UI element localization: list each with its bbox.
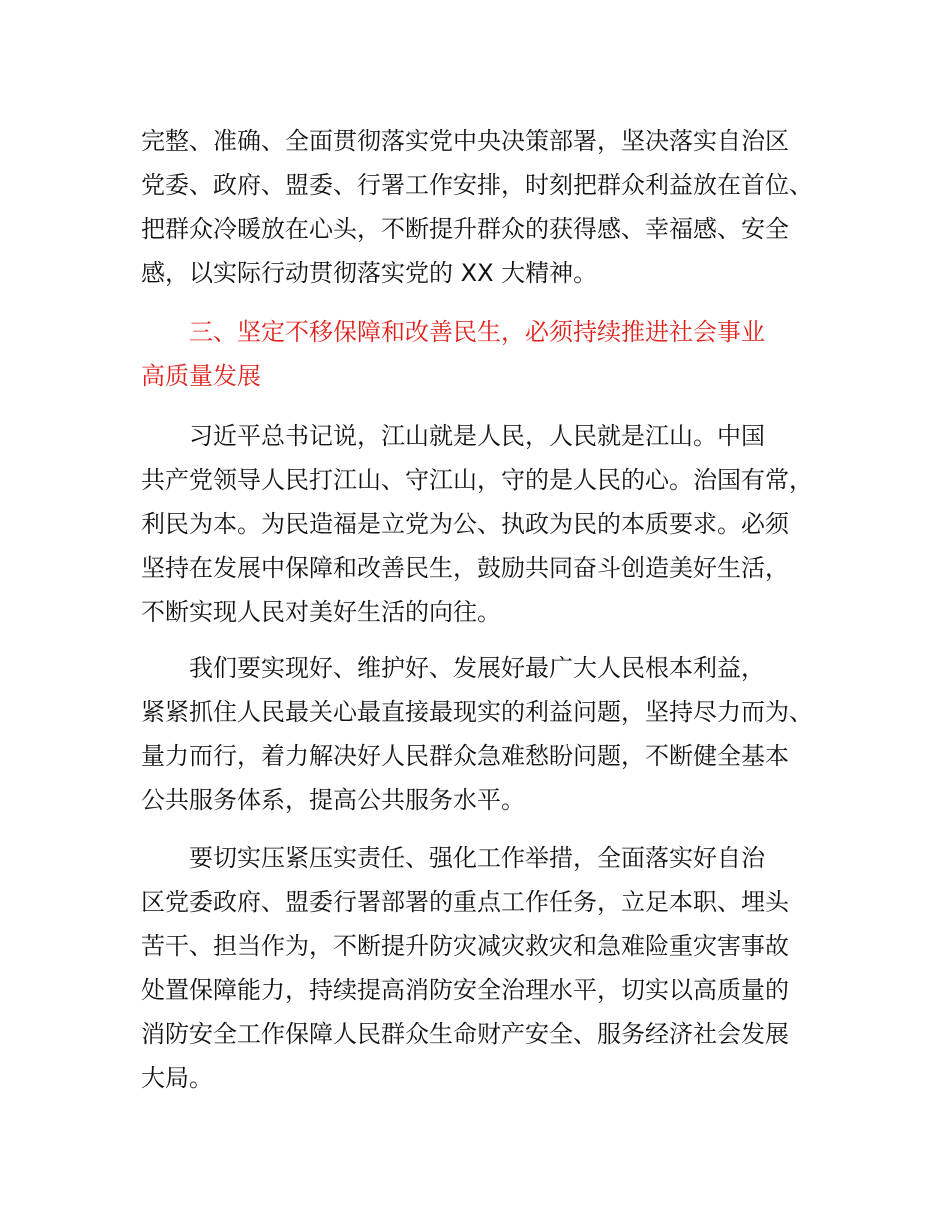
section-heading-line-2: 高质量发展 xyxy=(141,362,261,390)
paragraph-2-line-1: 我们要实现好、维护好、发展好最广大人民根本利益， xyxy=(189,654,765,682)
paragraph-2-line-3: 量力而行，着力解决好人民群众急难愁盼问题，不断健全基本 xyxy=(141,742,789,770)
paragraph-3-line-1: 要切实压紧压实责任、强化工作举措，全面落实好自治 xyxy=(189,844,765,872)
paragraph-1-line-4: 坚持在发展中保障和改善民生，鼓励共同奋斗创造美好生活， xyxy=(141,554,789,582)
intro-line-3: 把群众冷暖放在心头，不断提升群众的获得感、幸福感、安全 xyxy=(141,215,789,243)
intro-line-1: 完整、准确、全面贯彻落实党中央决策部署，坚决落实自治区 xyxy=(141,127,789,155)
paragraph-3-line-2: 区党委政府、盟委行署部署的重点工作任务，立足本职、埋头 xyxy=(141,888,789,916)
paragraph-1-line-2: 共产党领导人民打江山、守江山，守的是人民的心。治国有常， xyxy=(141,466,813,494)
paragraph-3-line-4: 处置保障能力，持续提高消防安全治理水平，切实以高质量的 xyxy=(141,976,789,1004)
section-heading-line-1: 三、坚定不移保障和改善民生，必须持续推进社会事业 xyxy=(189,318,765,346)
paragraph-1-line-3: 利民为本。为民造福是立党为公、执政为民的本质要求。必须 xyxy=(141,510,789,538)
intro-paragraph xyxy=(141,119,841,295)
intro-line-2: 党委、政府、盟委、行署工作安排，时刻把群众利益放在首位、 xyxy=(141,171,813,199)
section-heading xyxy=(141,310,841,398)
intro-line-4: 感，以实际行动贯彻落实党的 XX 大精神。 xyxy=(141,259,598,287)
paragraph-3-line-6: 大局。 xyxy=(141,1064,213,1092)
paragraph-1-line-5: 不断实现人民对美好生活的向往。 xyxy=(141,598,501,626)
paragraph-2-line-4: 公共服务体系，提高公共服务水平。 xyxy=(141,786,525,814)
paragraph-2-line-2: 紧紧抓住人民最关心最直接最现实的利益问题，坚持尽力而为、 xyxy=(141,698,813,726)
paragraph-fundamental-interests xyxy=(141,646,841,822)
paragraph-3-line-3: 苦干、担当作为，不断提升防灾减灾救灾和急难险重灾害事故 xyxy=(141,932,789,960)
paragraph-people-livelihood xyxy=(141,414,841,634)
paragraph-fire-safety xyxy=(141,836,841,1100)
paragraph-1-line-1: 习近平总书记说，江山就是人民，人民就是江山。中国 xyxy=(189,422,765,450)
paragraph-3-line-5: 消防安全工作保障人民群众生命财产安全、服务经济社会发展 xyxy=(141,1020,789,1048)
